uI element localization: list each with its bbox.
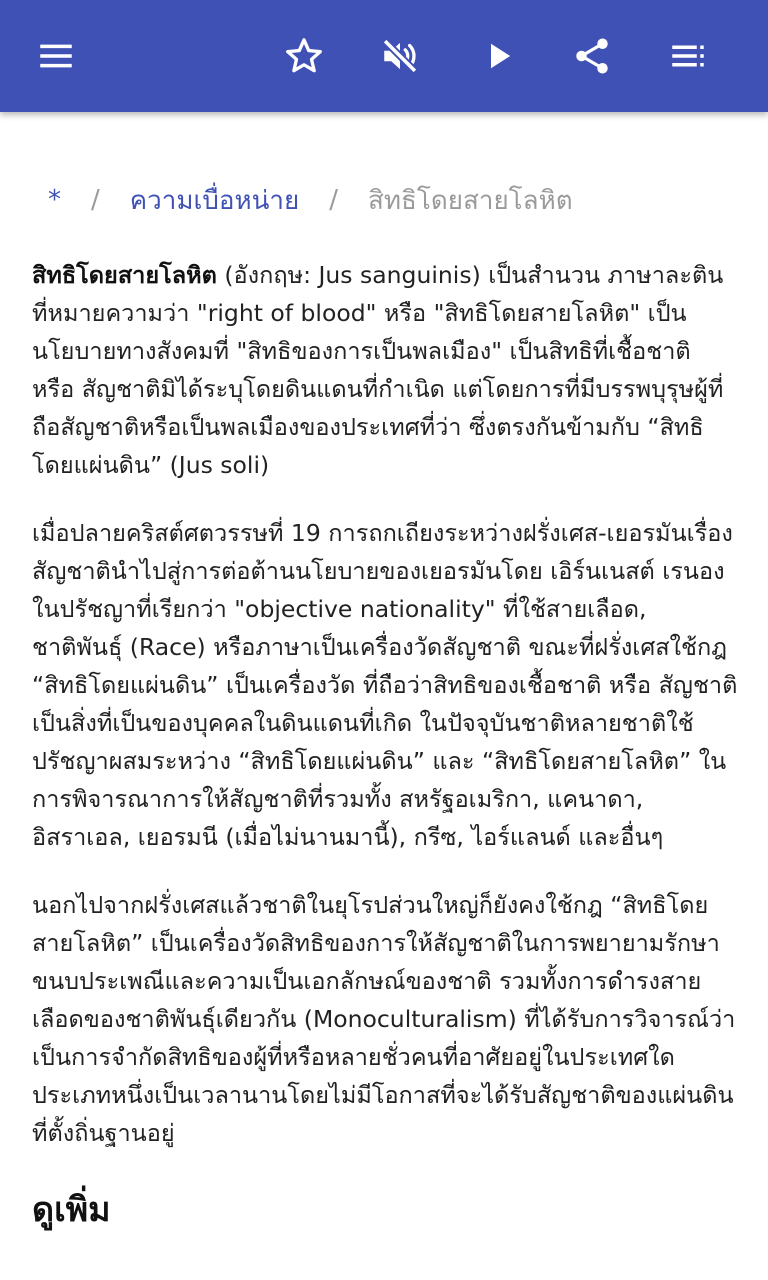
breadcrumb bbox=[48, 178, 748, 222]
share-icon bbox=[571, 35, 613, 77]
share-button[interactable] bbox=[564, 28, 620, 84]
mute-button[interactable] bbox=[372, 28, 428, 84]
star-icon bbox=[283, 35, 325, 77]
play-button[interactable] bbox=[470, 28, 526, 84]
table-of-contents-button[interactable] bbox=[660, 28, 716, 84]
volume-off-icon bbox=[379, 35, 421, 77]
breadcrumb-separator: / bbox=[329, 185, 339, 215]
article-paragraph: เมื่อปลายคริสต์ศตวรรษที่ 19 การถกเถียงระหว่างฝรั่งเศส-เยอรมันเรื่องสัญชาตินำไปสู่การต่อต้านนโยบายของเยอรมันโดย เอิร์นเนสต์ เรนอง ในปรัชญาที่เรียกว่า "objective nationality" ที่ใช้สายเลือด, ชาติพันธุ์ (Race) หรือภาษาเป็นเครื่องวัดสัญชาติ ขณะที่ฝรั่งเศสใช้กฎ “สิทธิโดยแผ่นดิน” เป็นเครื่องวัด ที่ถือว่าสิทธิของเชื้อชาติ หรือ สัญชาติเป็นสิ่งที่เป็นของบุคคลในดินแดนที่เกิด ในปัจจุบันชาติหลายชาติใช้ปรัชญาผสมระหว่าง “สิทธิโดยแผ่นดิน” และ “สิทธิโดยสายโลหิต” ในการพิจารณาการให้สัญชาติที่รวมทั้ง สหรัฐอเมริกา, แคนาดา, อิสราเอล, เยอรมนี (เมื่อไม่นานมานี้), กรีซ, ไอร์แลนด์ และอื่นๆ bbox=[32, 519, 738, 851]
article-paragraph-text: (อังกฤษ: Jus sanguinis) เป็นสำนวน ภาษาละติน ที่หมายความว่า "right of blood" หรือ "สิทธิโดยสายโลหิต" เป็นนโยบายทางสังคมที่ "สิทธิของการเป็นพลเมือง" เป็นสิทธิที่เชื้อชาติ หรือ สัญชาติมิได้ระบุโดยดินแดนที่กำเนิด แต่โดยการที่มีบรรพบุรุษผู้ที่ถือสัญชาติหรือเป็นพลเมืองของประเทศที่ว่า ซึ่งตรงกันข้ามกับ “สิทธิโดยแผ่นดิน” (Jus soli) bbox=[32, 261, 724, 479]
article-paragraph bbox=[32, 256, 740, 484]
breadcrumb-root-link[interactable]: * bbox=[48, 185, 61, 215]
article-paragraph: นอกไปจากฝรั่งเศสแล้วชาติในยุโรปส่วนใหญ่ก็ยังคงใช้กฎ “สิทธิโดยสายโลหิต” เป็นเครื่องวัดสิทธิของการให้สัญชาติในการพยายามรักษาขนบประเพณีและความเป็นเอกลักษณ์ของชาติ รวมทั้งการดำรงสายเลือดของชาติพันธุ์เดียวกัน (Monoculturalism) ที่ได้รับการวิจารณ์ว่าเป็นการจำกัดสิทธิของผู้ที่หรือหลายชั่วคนที่อาศัยอยู่ในประเทศใดประเภทหนึ่งเป็นเวลานานโดยไม่มีโอกาสที่จะได้รับสัญชาติของแผ่นดินที่ตั้งถิ่นฐานอยู่ bbox=[32, 891, 736, 1147]
breadcrumb-separator: / bbox=[91, 185, 100, 215]
app-bar bbox=[0, 0, 768, 112]
menu-icon bbox=[35, 35, 77, 77]
toc-icon bbox=[667, 35, 709, 77]
breadcrumb-category-link[interactable]: ความเบื่อหน่าย bbox=[129, 185, 300, 216]
favorite-button[interactable] bbox=[276, 28, 332, 84]
play-icon bbox=[477, 35, 519, 77]
see-also-heading: ดูเพิ่ม bbox=[32, 1190, 111, 1230]
article-content bbox=[32, 256, 740, 1236]
menu-button[interactable] bbox=[28, 28, 84, 84]
breadcrumb-current: สิทธิโดยสายโลหิต bbox=[368, 185, 573, 216]
article-term: สิทธิโดยสายโลหิต bbox=[32, 261, 217, 289]
